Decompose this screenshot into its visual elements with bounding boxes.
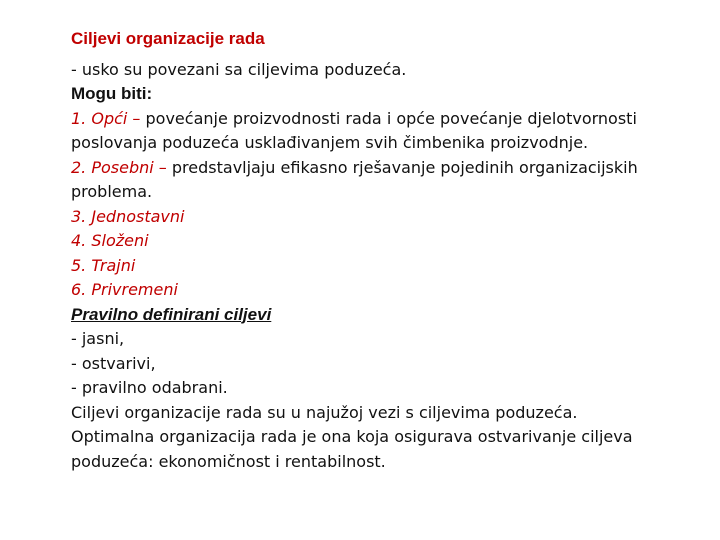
type-dash: – — [127, 108, 146, 128]
type-dash: – — [153, 157, 172, 177]
type-label: 1. Opći — [71, 108, 128, 128]
type-item-special — [71, 156, 707, 205]
intro-text: - usko su povezani sa ciljevima poduzeća. — [71, 59, 407, 79]
proper-item: - ostvarivi, — [71, 353, 156, 373]
type-item-general — [71, 107, 707, 156]
type-item-temporary: 6. Privremeni — [71, 280, 178, 299]
proper-item: - pravilno odabrani. — [71, 378, 228, 397]
proper-goals-heading: Pravilno definirani ciljevi — [71, 304, 272, 324]
proper-item: - jasni, — [71, 329, 125, 348]
slide-title: Ciljevi organizacije rada — [71, 29, 265, 48]
type-item-simple: 3. Jednostavni — [71, 206, 185, 226]
closing-text: Optimalna organizacija rada je ona koja osigurava ostvarivanje ciljeva poduzeća: ekonomičnost i rentabilnost. — [71, 427, 633, 471]
type-description: predstavljaju efikasno rješavanje pojedinih organizacijskih problema. — [71, 157, 638, 201]
type-description: povećanje proizvodnosti rada i opće povećanje djelotvornosti poslovanja poduzeća usklađivanjem svih čimbenika proizvodnje. — [71, 108, 637, 152]
type-label: 2. Posebni — [71, 157, 154, 177]
closing-text: Ciljevi organizacije rada su u najužoj vezi s ciljevima poduzeća. — [71, 402, 578, 422]
types-heading: Mogu biti: — [71, 84, 153, 103]
type-item-complex: 4. Složeni — [71, 231, 149, 250]
type-item-permanent: 5. Trajni — [71, 255, 136, 275]
slide-body — [71, 27, 707, 474]
